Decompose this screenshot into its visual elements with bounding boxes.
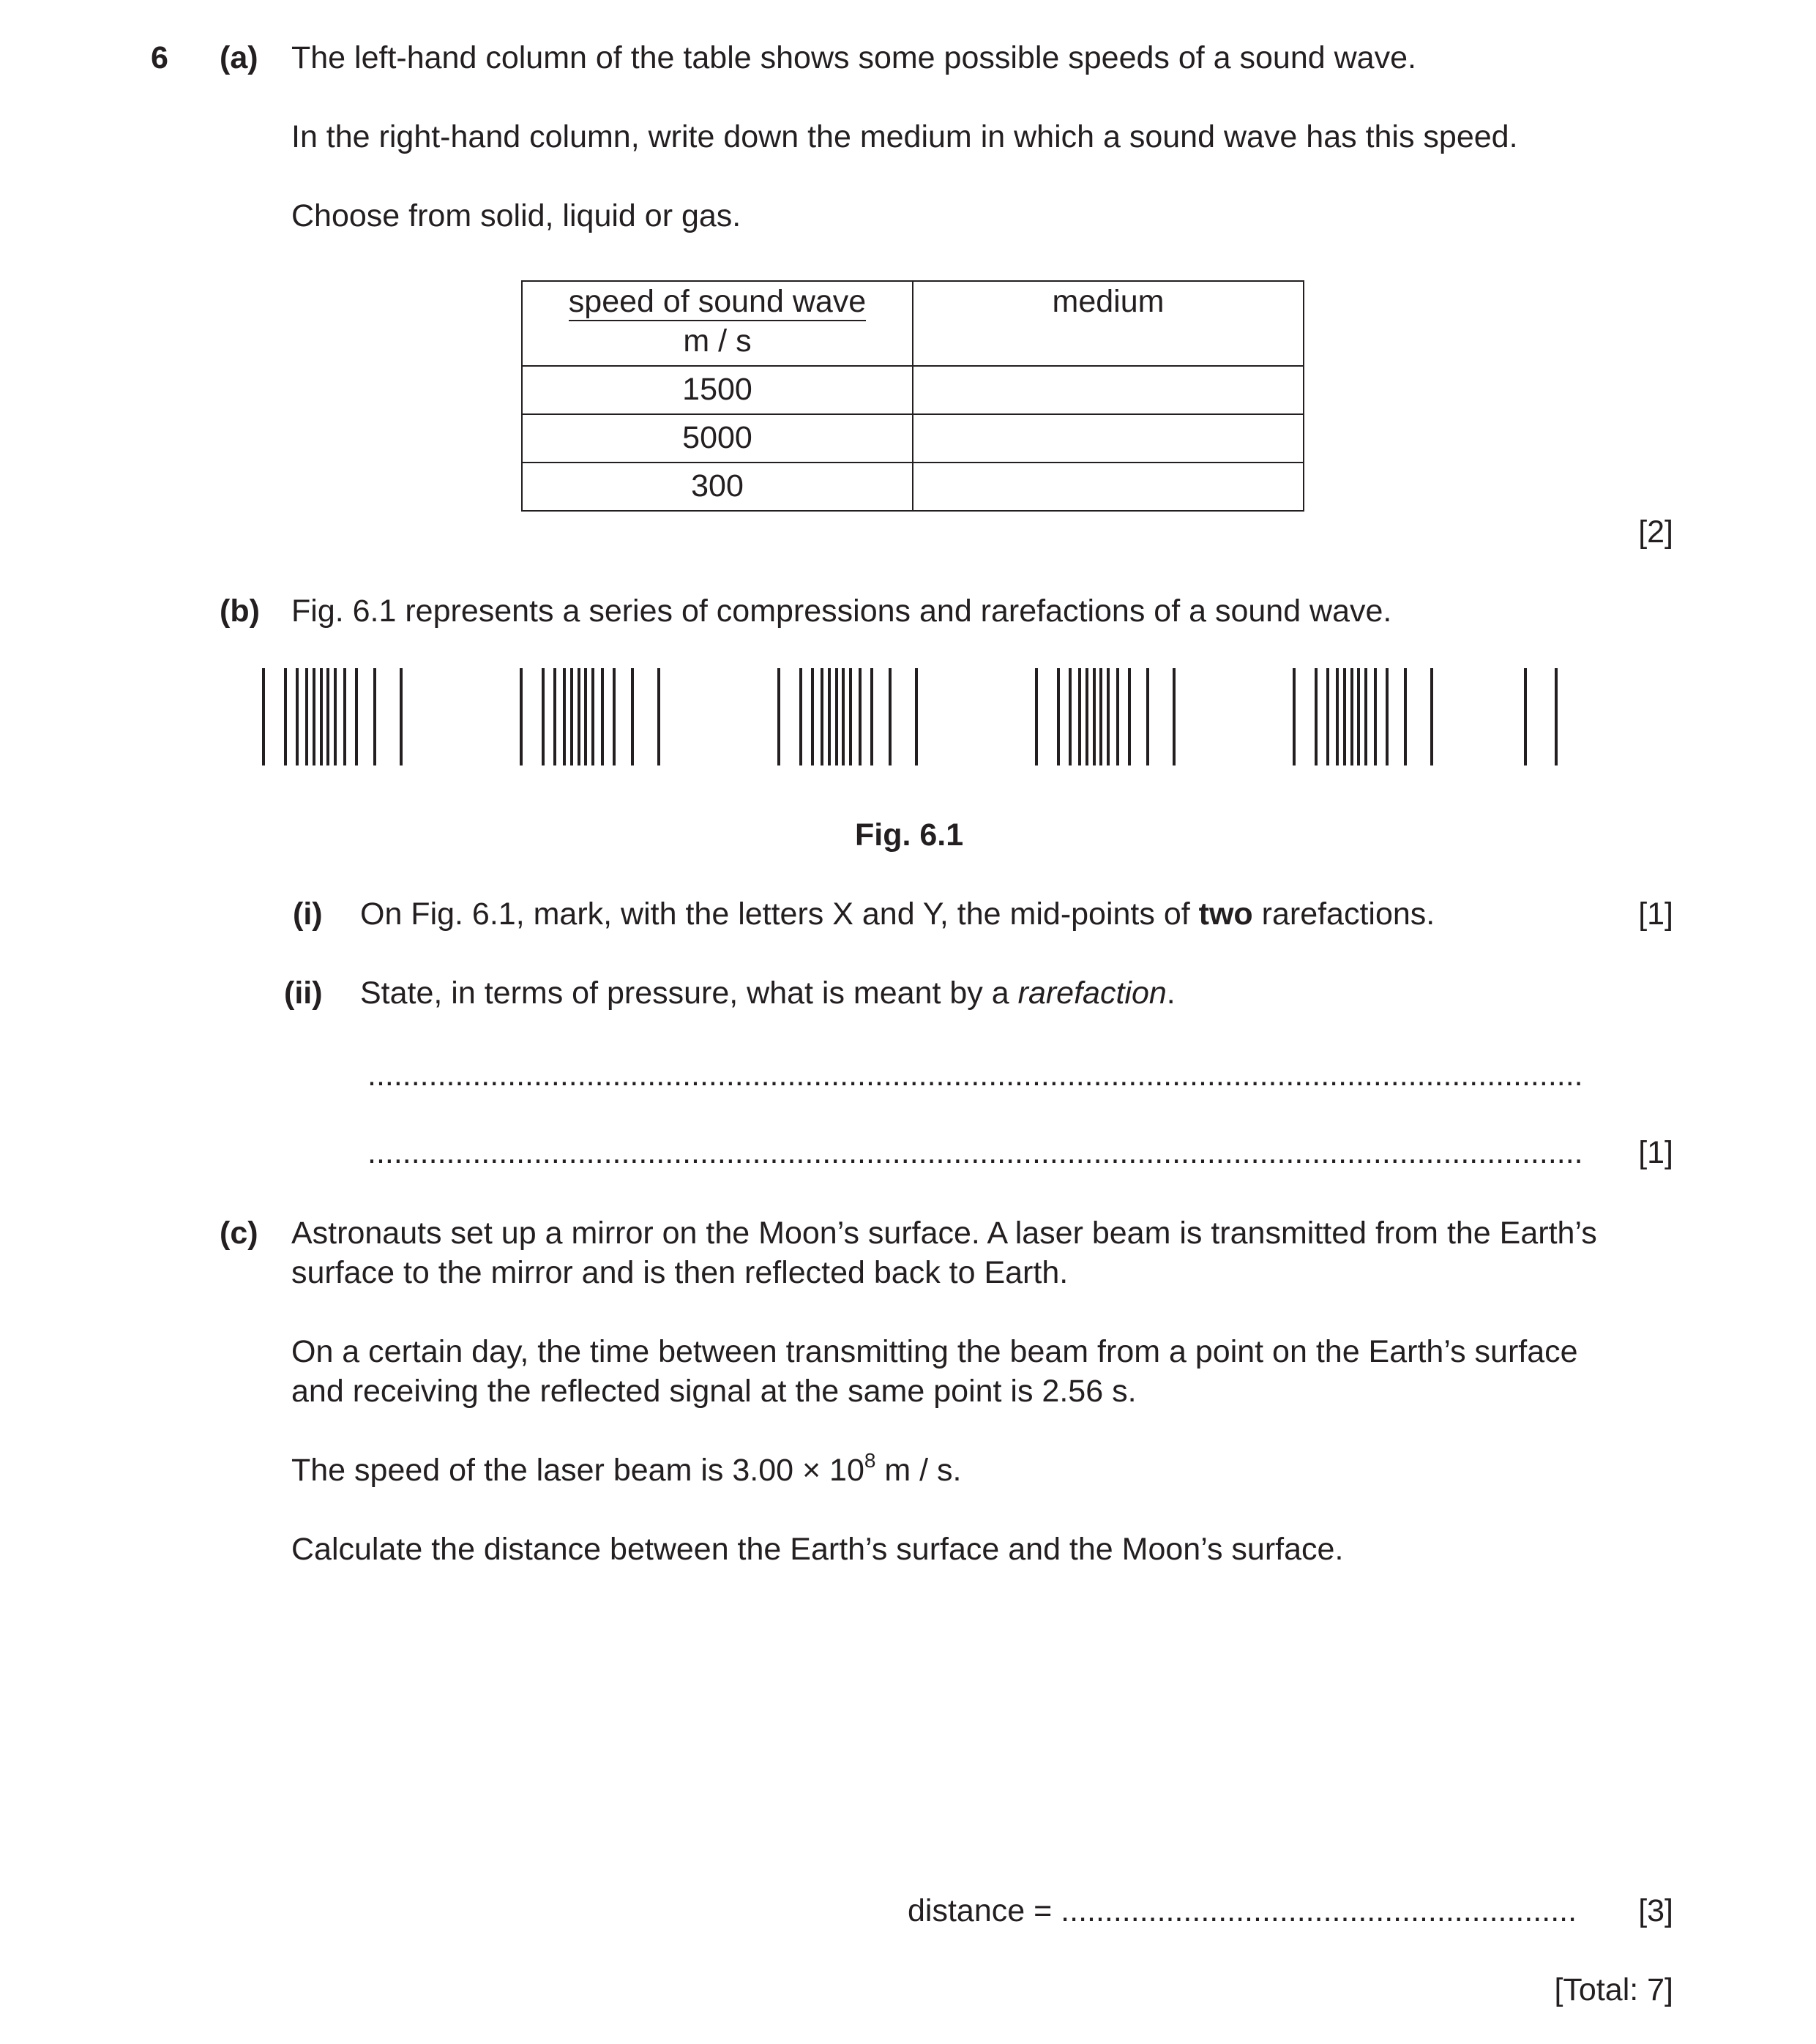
part-a-line-2: In the right-hand column, write down the medium in which a sound wave has this speed. — [291, 119, 1518, 154]
laser-speed-unit: m / s. — [875, 1453, 962, 1488]
part-c-para2-line2: and receiving the reflected signal at the same point is 2.56 s. — [291, 1374, 1137, 1409]
sub-ii-text-italic: rarefaction — [1017, 976, 1167, 1011]
sub-ii-text-after: . — [1166, 976, 1176, 1011]
distance-label: distance = — [908, 1893, 1061, 1928]
part-c-instruction: Calculate the distance between the Earth’s surface and the Moon’s surface. — [291, 1532, 1344, 1567]
part-a-label: (a) — [220, 40, 258, 75]
sub-i-text — [360, 894, 1435, 934]
medium-header: medium — [1052, 284, 1165, 319]
sub-ii-marks: [1] — [1638, 1135, 1673, 1170]
part-b-label: (b) — [220, 594, 260, 629]
speed-value-cell: 1500 — [522, 366, 913, 414]
part-b-intro: Fig. 6.1 represents a series of compressions and rarefactions of a sound wave. — [291, 594, 1392, 629]
part-c-para1-line2: surface to the mirror and is then reflected back to Earth. — [291, 1255, 1069, 1290]
compression-rarefaction-lines — [264, 668, 1556, 765]
question-number: 6 — [151, 40, 168, 75]
part-a-marks: [2] — [1638, 514, 1673, 550]
sub-ii-text — [360, 973, 1176, 1013]
speed-value-cell: 5000 — [522, 414, 913, 463]
answer-line-1[interactable]: ........................................................................................................................................... — [367, 1057, 1583, 1093]
distance-answer-dots[interactable]: ........................................................... — [1061, 1893, 1577, 1928]
speed-unit: m / s — [683, 323, 752, 359]
sub-i-text-bold: two — [1198, 896, 1253, 932]
laser-speed-exponent: 8 — [864, 1449, 876, 1472]
sound-wave-figure[interactable] — [0, 0, 1816, 805]
sub-i-marks: [1] — [1638, 896, 1673, 932]
part-c-para2-line1: On a certain day, the time between transmitting the beam from a point on the Earth’s surface — [291, 1334, 1578, 1369]
sub-ii-text-before: State, in terms of pressure, what is meant by a — [360, 976, 1018, 1011]
sub-ii-label: (ii) — [284, 976, 323, 1011]
total-marks: [Total: 7] — [1554, 1972, 1673, 2007]
laser-speed-text: The speed of the laser beam is 3.00 × 10 — [291, 1453, 864, 1488]
distance-answer[interactable] — [908, 1891, 1577, 1931]
part-a-line-3: Choose from solid, liquid or gas. — [291, 198, 741, 233]
laser-speed-line — [291, 1450, 962, 1490]
part-a-line-1: The left-hand column of the table shows some possible speeds of a sound wave. — [291, 40, 1416, 75]
part-c-marks: [3] — [1638, 1893, 1673, 1928]
speed-value-cell: 300 — [522, 463, 913, 511]
sub-i-text-before: On Fig. 6.1, mark, with the letters X and Y, the mid-points of — [360, 896, 1199, 932]
speed-header: speed of sound wave — [569, 283, 866, 321]
answer-line-2[interactable]: ........................................................................................................................................... — [367, 1135, 1583, 1170]
part-c-label: (c) — [220, 1216, 258, 1251]
sub-i-text-after: rarefactions. — [1252, 896, 1435, 932]
sub-i-label: (i) — [293, 896, 323, 932]
part-c-para1-line1: Astronauts set up a mirror on the Moon’s surface. A laser beam is transmitted from the Earth’s — [291, 1216, 1597, 1251]
figure-caption: Fig. 6.1 — [855, 817, 964, 853]
